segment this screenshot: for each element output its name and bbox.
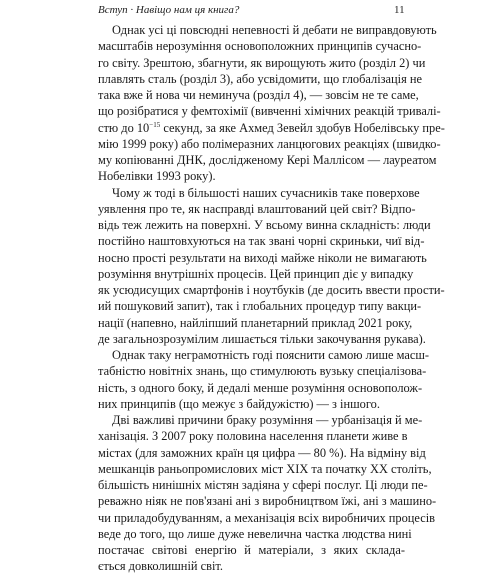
text-line: чи приладобудуванням, а механізація всіх виробничих процесів <box>98 510 436 525</box>
text-line: така вже й нова чи неминуча (розділ 4), — зовсім не те саме, <box>98 88 419 102</box>
text-line-with-superscript <box>98 120 445 136</box>
text-line: нації (напевно, найліпший планетарний приклад 2021 року, <box>98 315 413 330</box>
text-line: табністю новітніх знань, що стимулюють вузьку спеціалізова- <box>98 364 427 379</box>
text-line: уявлення про те, як насправді влаштований цей світ? Відпо- <box>98 201 416 216</box>
text-line: носно прості результати на виході майже ніколи не вимагають <box>98 250 427 265</box>
text-line: мешканців раньопромислових міст XIX та початку XX століть, <box>98 461 432 476</box>
text-line: Дві важливі причини браку розуміння — урбанізація й ме- <box>112 413 423 427</box>
text-line: розуміння внутрішніх процесів. Цей принцип діє у випадку <box>98 266 414 281</box>
running-head: Вступ · Навіщо нам ця книга? <box>98 4 240 16</box>
text-line: Чому ж тоді в більшості наших сучасників таке поверхове <box>112 185 420 200</box>
superscript-exponent: −15 <box>149 120 161 129</box>
text-line: Нобелівки 1993 року). <box>98 169 216 184</box>
text-line: як усюдисущих смартфонів і ноутбуків (де досить ввести прости- <box>98 283 445 297</box>
text-line: реважно ніяк не пов'язані ані з виробництвом їжі, ані з машино- <box>98 494 437 509</box>
text-line: плавлять сталь (розділ 3), або усвідомити, що глобалізація не <box>98 71 423 86</box>
text-line: містах (для заможних країн ця цифра — 80 %). На відміну від <box>98 445 426 460</box>
text-line: ється довколишній світ. <box>98 559 223 574</box>
text-line: них принципів (що межує з байдужістю) — з іншого. <box>98 396 380 411</box>
text-fragment: секунд, за яке Ахмед Зевейл здобув Нобелівську пре- <box>163 120 445 135</box>
text-fragment: стю до 10 <box>98 120 150 135</box>
text-line: го світу. Зрештою, збагнути, як вирощують жито (розділ 2) чи <box>98 55 426 70</box>
text-line: мію 1999 року) або полімеразних ланцюгових реакціях (швидко- <box>98 136 441 151</box>
text-line: Однак таку неграмотність годі пояснити самою лише масш- <box>112 348 430 362</box>
page-number: 11 <box>394 4 405 16</box>
text-line: постійно наштовхуються на так звані чорні скриньки, чиї від- <box>98 234 425 249</box>
text-line: що розібратися у фемтохімії (вивченні хімічних реакцій тривалі- <box>98 104 441 119</box>
text-line: де загальнозрозумілим лишається тільки закочування рукава). <box>98 331 426 346</box>
body-text <box>98 22 445 575</box>
text-line: веде до того, що лише дуже невелична частка людства нині <box>98 526 412 541</box>
text-line: му копіюванні ДНК, дослідженому Кері Маллісом — лауреатом <box>98 153 437 167</box>
text-line: Однак усі ці повсюдні непевності й дебати не виправдовують <box>112 23 437 37</box>
text-line: ханізація. З 2007 року половина населення планети живе в <box>98 429 408 444</box>
text-line: відь теж лежить на поверхні. У всьому винна складність: люди <box>98 218 431 232</box>
text-line: більшість нинішніх містян задіяна у сфері послуг. Ці люди пе- <box>98 478 428 492</box>
text-line: ий пошуковий запит), так і глобальних процедур типу вакци- <box>98 299 422 314</box>
text-line: масштабів нерозуміння основоположних принципів сучасно- <box>98 39 422 54</box>
text-line: постачає світові енергію й матеріали, з яких склада- <box>98 543 405 557</box>
text-line: ність, з одного боку, й дедалі менше розуміння основополож- <box>98 380 423 395</box>
